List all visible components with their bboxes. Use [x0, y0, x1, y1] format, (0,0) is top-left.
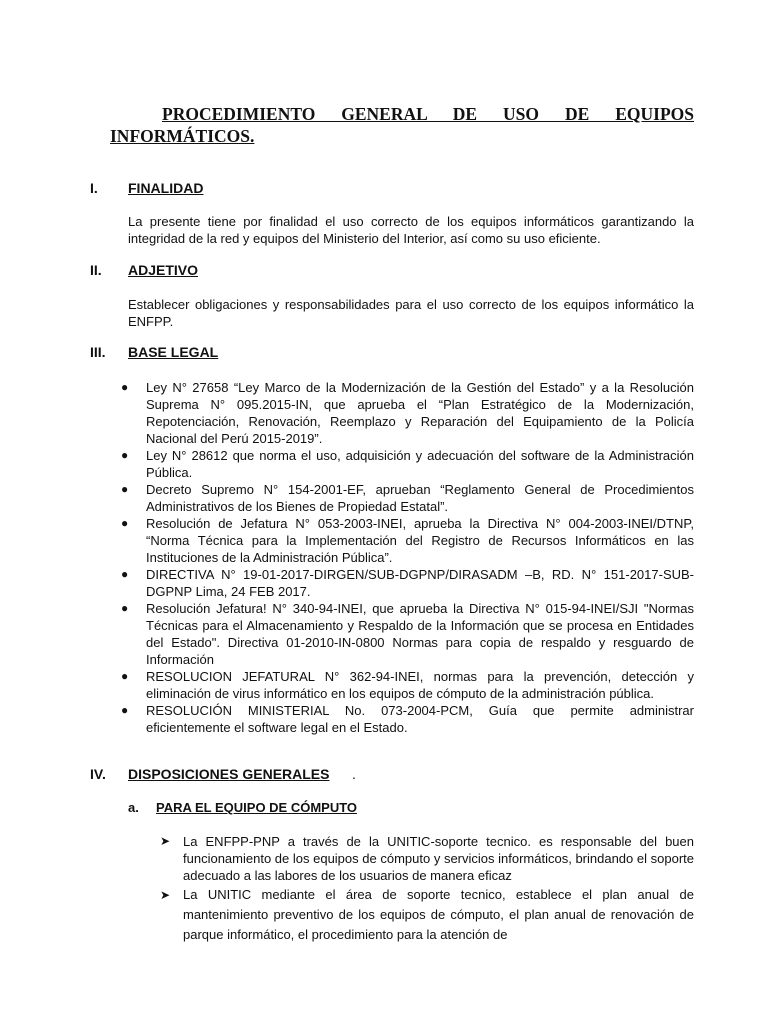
- bullet-icon: ●: [121, 703, 129, 717]
- list-item: [121, 702, 694, 736]
- bullet-icon: ●: [121, 601, 129, 615]
- bullet-icon: ●: [121, 380, 129, 394]
- subsection-letter: a.: [128, 800, 139, 815]
- section-heading-base-legal: BASE LEGAL: [128, 344, 219, 360]
- arrowhead-bullet-icon: ➤: [160, 834, 171, 848]
- section-paragraph: La presente tiene por finalidad el uso correcto de los equipos informáticos garantizando la integridad de la red y equipos del Ministerio del Interior, así como su uso eficiente.: [128, 214, 694, 246]
- list-item-text: RESOLUCIÓN MINISTERIAL No. 073-2004-PCM, Guía que permite administrar eficientemente el software legal en el Estado.: [146, 703, 694, 735]
- list-item-text: Ley N° 27658 “Ley Marco de la Modernización de la Gestión del Estado” y a la Resolución Suprema N° 095.2015-IN, que aprueba el “Plan Estratégico de la Modernización, Repotenciación, Renovación, Reemplazo y Reparación del Equipamiento de la Policía Nacional del Perú 2015-2019”.: [146, 380, 694, 446]
- list-item-text: RESOLUCION JEFATURAL N° 362-94-INEI, normas para la prevención, detección y eliminación de virus informático en los equipos de cómputo de la administración pública.: [146, 669, 694, 701]
- list-item: [121, 668, 694, 702]
- list-item-text: Decreto Supremo N° 154-2001-EF, aprueban “Reglamento General de Procedimientos Administrativos de los Bienes de Propiedad Estatal”.: [146, 482, 694, 514]
- list-item-text: Ley N° 28612 que norma el uso, adquisición y adecuación del software de la Administración Pública.: [146, 448, 694, 480]
- section-heading-finalidad: FINALIDAD: [128, 180, 204, 196]
- legal-basis-list: [121, 379, 694, 736]
- list-item-text: La ENFPP-PNP a través de la UNITIC-soporte tecnico. es responsable del buen funcionamiento de los equipos de cómputo y servicios informáticos, brindando el soporte adecuado a las labores de los usuarios de manera eficaz: [183, 834, 694, 883]
- section-heading-disposiciones: DISPOSICIONES GENERALES: [128, 766, 330, 782]
- list-item: [121, 600, 694, 668]
- document-title: [110, 103, 694, 147]
- section-number: IV.: [90, 766, 106, 782]
- list-item: [121, 481, 694, 515]
- list-item-text: Resolución Jefatura! N° 340-94-INEI, que aprueba la Directiva N° 015-94-INEI/SJI "Normas Técnicas para el Almacenamiento y Respaldo de la Información que se procesa en Entidades del Estado". Directiva 01-2010-IN-0800 Normas para copia de respaldo y resguardo de Información: [146, 601, 694, 667]
- list-item-text: La UNITIC mediante el área de soporte tecnico, establece el plan anual de mantenimiento preventivo de los equipos de cómputo, el plan anual de renovación de parque informático, el procedimiento para la atención de: [183, 887, 694, 942]
- bullet-icon: ●: [121, 448, 129, 462]
- subsection-heading: PARA EL EQUIPO DE CÓMPUTO: [156, 800, 358, 815]
- list-item: [121, 566, 694, 600]
- section-number: II.: [90, 262, 102, 278]
- list-item: [121, 379, 694, 447]
- bullet-icon: ●: [121, 669, 129, 683]
- section-heading-adjetivo: ADJETIVO: [128, 262, 199, 278]
- list-item: [160, 885, 694, 945]
- bullet-icon: ●: [121, 516, 129, 530]
- title-line-1: PROCEDIMIENTO GENERAL DE USO DE EQUIPOS: [162, 104, 694, 124]
- bullet-icon: ●: [121, 482, 129, 496]
- section-number: III.: [90, 344, 106, 360]
- list-item-text: Resolución de Jefatura N° 053-2003-INEI, aprueba la Directiva N° 004-2003-INEI/DTNP, “Norma Técnica para la Implementación del Registro de Recursos Informáticos en las Instituciones de la Administración Pública”.: [146, 516, 694, 565]
- list-item-text: DIRECTIVA N° 19-01-2017-DIRGEN/SUB-DGPNP/DIRASADM –B, RD. N° 151-2017-SUB-DGPNP Lima, 24 FEB 2017.: [146, 567, 694, 599]
- heading-trailing-period: .: [352, 766, 356, 782]
- arrowhead-bullet-icon: ➤: [160, 888, 171, 902]
- list-item: [121, 515, 694, 566]
- list-item: [121, 447, 694, 481]
- list-item: [160, 833, 694, 884]
- section-number: I.: [90, 180, 98, 196]
- bullet-icon: ●: [121, 567, 129, 581]
- title-line-2: INFORMÁTICOS.: [110, 126, 255, 146]
- section-paragraph: Establecer obligaciones y responsabilidades para el uso correcto de los equipos informático la ENFPP.: [128, 297, 694, 329]
- computer-equipment-list: [160, 833, 694, 945]
